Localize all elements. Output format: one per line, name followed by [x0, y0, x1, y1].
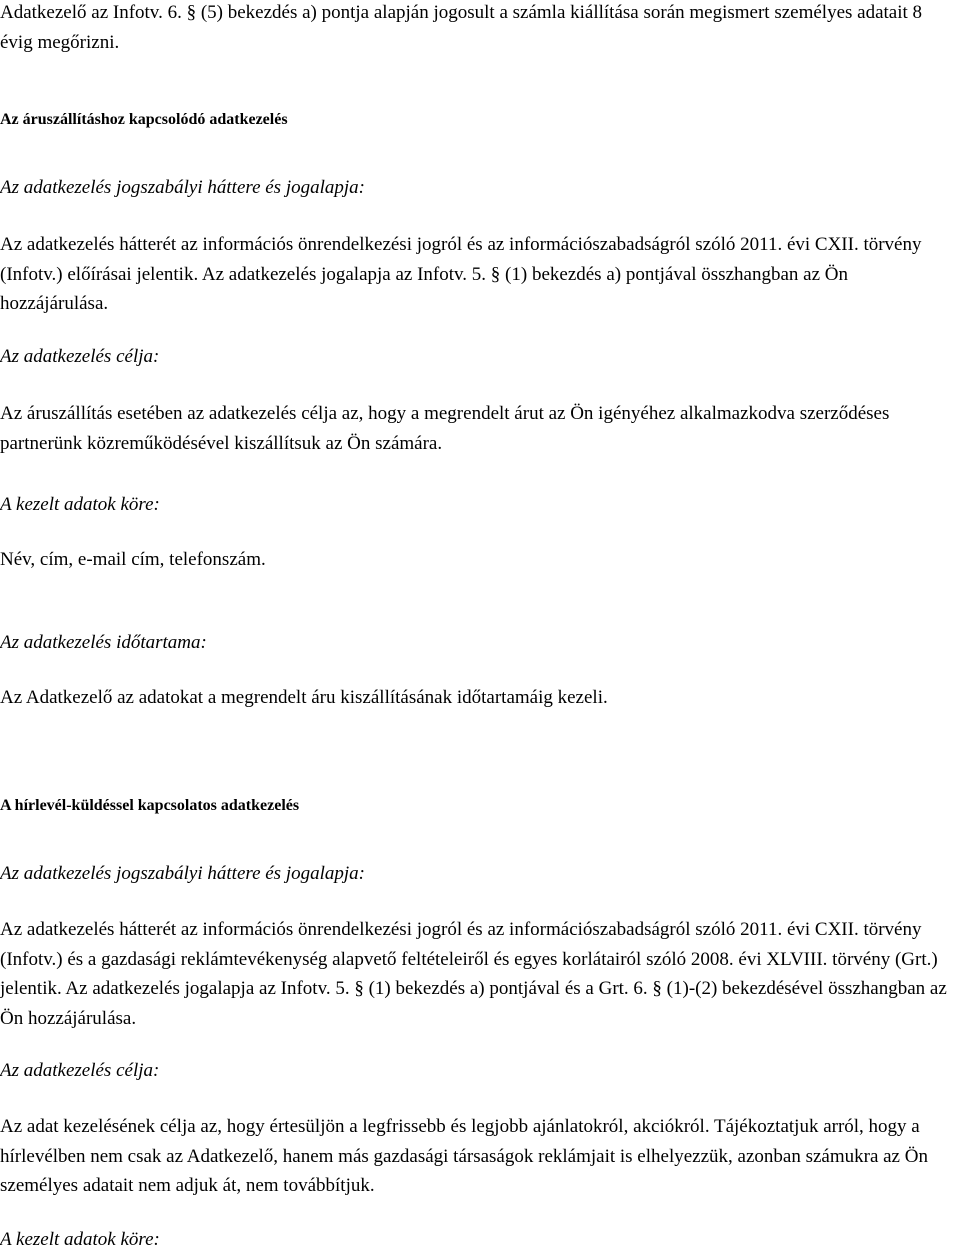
newsletter-data-heading: A kezelt adatok köre:: [0, 1229, 160, 1250]
delivery-duration-heading: Az adatkezelés időtartama:: [0, 632, 207, 653]
delivery-purpose-text: Az áruszállítás esetében az adatkezelés célja az, hogy a megrendelt árut az Ön igényéhez alkalmazkodva szerződéses partnerünk közreműködésével kiszállítsuk az Ön számára.: [0, 403, 890, 454]
newsletter-legal-text: Az adatkezelés hátterét az információs önrendelkezési jogról és az információszabadságról szóló 2011. évi CXII. törvény (Infotv.) és a gazdasági reklámtevékenység alapvető feltételeiről és egyes korlátairól szóló 2008. évi XLVIII. törvény (Grt.) jelentik. Az adatkezelés jogalapja az Infotv. 5. § (1) bekezdés a) pontjával és a Grt. 6. § (1)-(2) bekezdésével összhangban az Ön hozzájárulása.: [0, 919, 947, 1029]
delivery-purpose-heading: Az adatkezelés célja:: [0, 346, 160, 367]
delivery-legal-text: Az adatkezelés hátterét az információs önrendelkezési jogról és az információszabadságról szóló 2011. évi CXII. törvény (Infotv.) előírásai jelentik. Az adatkezelés jogalapja az Infotv. 5. § (1) bekezdés a) pontjával összhangban az Ön hozzájárulása.: [0, 234, 922, 314]
delivery-duration-text: Az Adatkezelő az adatokat a megrendelt áru kiszállításának időtartamáig kezeli.: [0, 687, 608, 708]
delivery-legal-heading: Az adatkezelés jogszabályi háttere és jogalapja:: [0, 177, 365, 198]
newsletter-purpose-heading: Az adatkezelés célja:: [0, 1060, 160, 1081]
newsletter-section-title: A hírlevél-küldéssel kapcsolatos adatkezelés: [0, 797, 300, 814]
intro-paragraph: Adatkezelő az Infotv. 6. § (5) bekezdés a) pontja alapján jogosult a számla kiállítása során megismert személyes adatait 8 évig megőrizni.: [0, 2, 923, 53]
newsletter-purpose-text: Az adat kezelésének célja az, hogy értesüljön a legfrissebb és legjobb ajánlatokról, akciókról. Tájékoztatjuk arról, hogy a hírlevélben nem csak az Adatkezelő, hanem más gazdasági társaságok reklámjait is elhelyezzük, azonban számukra az Ön személyes adatait nem adjuk át, nem továbbítjuk.: [0, 1116, 928, 1196]
delivery-data-heading: A kezelt adatok köre:: [0, 494, 160, 515]
delivery-data-text: Név, cím, e-mail cím, telefonszám.: [0, 549, 266, 570]
delivery-section-title: Az áruszállításhoz kapcsolódó adatkezelés: [0, 111, 288, 128]
newsletter-legal-heading: Az adatkezelés jogszabályi háttere és jogalapja:: [0, 863, 365, 884]
